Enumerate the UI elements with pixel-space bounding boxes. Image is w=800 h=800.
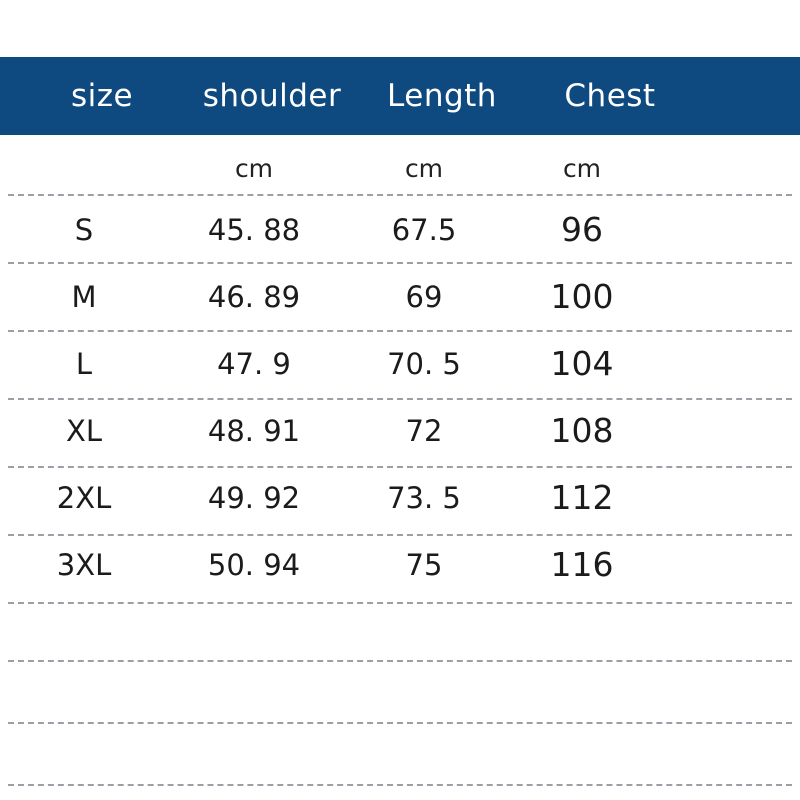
row-separator (8, 330, 792, 332)
cell-size: 3XL (56, 547, 112, 582)
row-separator (8, 262, 792, 264)
cell-shoulder: 49. 92 (207, 480, 301, 515)
units-row (0, 142, 800, 194)
cell-size: S (74, 212, 94, 247)
row-separator (8, 398, 792, 400)
cell-chest: 108 (550, 411, 614, 450)
cell-chest: 104 (550, 344, 614, 383)
cell-length: 75 (405, 547, 443, 582)
cell-chest: 96 (561, 210, 603, 249)
cell-length: 72 (405, 413, 443, 448)
table-row (0, 263, 800, 330)
column-header-length: Length (387, 78, 497, 114)
table-row (0, 330, 800, 397)
table-row (0, 464, 800, 531)
cell-size: L (75, 346, 93, 381)
table-row (0, 397, 800, 464)
cell-shoulder: 48. 91 (207, 413, 301, 448)
cell-size: 2XL (56, 480, 112, 515)
cell-chest: 100 (550, 277, 614, 316)
cell-size: XL (65, 413, 103, 448)
cell-shoulder: 45. 88 (207, 212, 301, 247)
cell-chest: 116 (550, 545, 614, 584)
cell-shoulder: 50. 94 (207, 547, 301, 582)
table-row (0, 196, 800, 263)
row-separator (8, 602, 792, 604)
unit-chest: cm (562, 153, 602, 183)
table-body (0, 196, 800, 598)
column-header-chest: Chest (564, 78, 656, 114)
cell-size: M (71, 279, 97, 314)
cell-shoulder: 47. 9 (217, 346, 291, 381)
cell-length: 73. 5 (387, 480, 461, 515)
unit-shoulder: cm (234, 153, 274, 183)
row-separator (8, 534, 792, 536)
row-separator (8, 784, 792, 786)
cell-length: 69 (405, 279, 443, 314)
cell-length: 67.5 (391, 212, 457, 247)
row-separator (8, 660, 792, 662)
row-separator (8, 722, 792, 724)
unit-length: cm (404, 153, 444, 183)
table-header-row (0, 57, 800, 135)
column-header-shoulder: shoulder (202, 78, 342, 114)
cell-length: 70. 5 (387, 346, 461, 381)
column-header-size: size (70, 78, 134, 114)
table-row (0, 531, 800, 598)
cell-shoulder: 46. 89 (207, 279, 301, 314)
row-separator (8, 466, 792, 468)
cell-chest: 112 (550, 478, 614, 517)
